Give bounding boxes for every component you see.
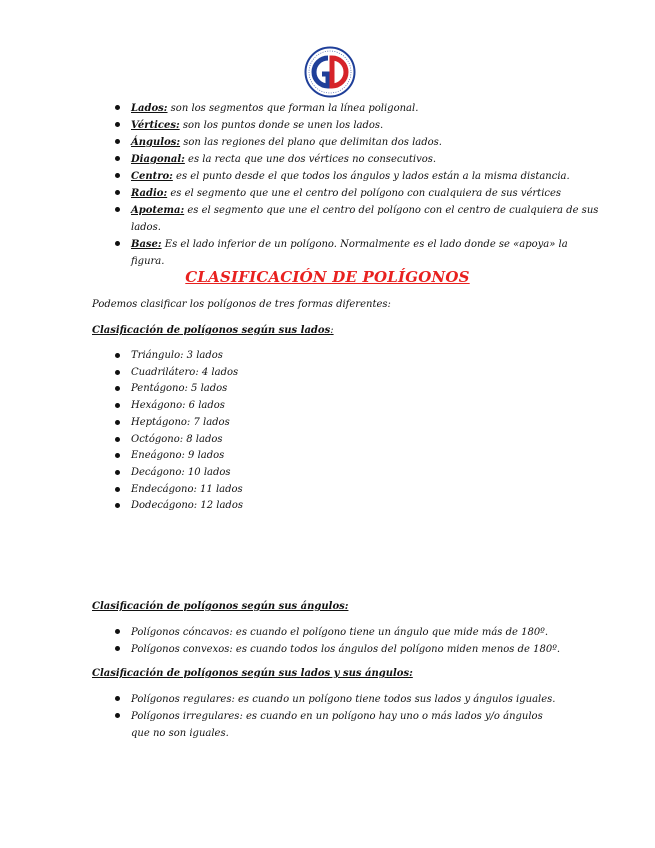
definition-text: son los puntos donde se unen los lados. [179, 120, 384, 131]
list-item: Polígonos irregulares: es cuando en un polígono hay uno o más lados y/o ángulos que no son iguales. [131, 708, 561, 742]
definition-term: Apotema: [131, 205, 185, 216]
list-item: Pentágono: 5 lados [131, 381, 243, 398]
intro-text: Podemos clasificar los polígonos de tres formas diferentes: [92, 299, 391, 310]
angles-list [131, 624, 561, 658]
definition-term: Centro: [131, 171, 173, 182]
definition-term: Radio: [131, 188, 168, 199]
list-item: Dodecágono: 12 lados [131, 498, 243, 515]
sides-list [131, 348, 243, 515]
heading-suffix: : [330, 325, 334, 336]
definition-item [131, 134, 601, 151]
heading-by-sides-and-angles: Clasificación de polígonos según sus lados y sus ángulos: [92, 668, 413, 679]
definition-item [131, 202, 601, 236]
heading-by-angles: Clasificación de polígonos según sus ángulos: [92, 601, 349, 612]
definitions-list [131, 100, 601, 270]
definition-item [131, 117, 601, 134]
list-item: Cuadrilátero: 4 lados [131, 365, 243, 382]
definition-item [131, 100, 601, 117]
heading-by-sides [92, 325, 334, 336]
gd-logo [304, 46, 356, 98]
definition-term: Lados: [131, 103, 168, 114]
definition-text: Es el lado inferior de un polígono. Normalmente es el lado donde se «apoya» la figura. [131, 239, 568, 267]
definition-text: es el segmento que une el centro del polígono con el centro de cualquiera de sus lados. [131, 205, 599, 233]
list-item: Polígonos regulares: es cuando un polígono tiene todos sus lados y ángulos iguales. [131, 691, 561, 708]
definition-text: es el segmento que une el centro del polígono con cualquiera de sus vértices [167, 188, 562, 199]
definition-term: Vértices: [131, 120, 180, 131]
heading-by-sides-text: Clasificación de polígonos según sus lados [92, 325, 331, 336]
definition-term: Base: [131, 239, 162, 250]
section-title: CLASIFICACIÓN DE POLÍGONOS [185, 268, 470, 286]
definition-item [131, 151, 601, 168]
definition-item [131, 236, 601, 270]
list-item: Octógono: 8 lados [131, 432, 243, 449]
definition-text: es el punto desde el que todos los ángulos y lados están a la misma distancia. [172, 171, 570, 182]
list-item: Eneágono: 9 lados [131, 448, 243, 465]
sides-angles-list [131, 691, 561, 742]
definition-text: son las regiones del plano que delimitan dos lados. [180, 137, 442, 148]
definition-text: es la recta que une dos vértices no consecutivos. [184, 154, 437, 165]
definition-item [131, 168, 601, 185]
list-item: Polígonos convexos: es cuando todos los ángulos del polígono miden menos de 180º. [131, 641, 561, 658]
definition-term: Diagonal: [131, 154, 185, 165]
list-item: Decágono: 10 lados [131, 465, 243, 482]
definition-text: son los segmentos que forman la línea poligonal. [167, 103, 419, 114]
definition-term: Ángulos: [131, 137, 181, 148]
list-item: Heptágono: 7 lados [131, 415, 243, 432]
list-item: Endecágono: 11 lados [131, 482, 243, 499]
list-item: Polígonos cóncavos: es cuando el polígono tiene un ángulo que mide más de 180º. [131, 624, 561, 641]
definition-item [131, 185, 601, 202]
list-item: Hexágono: 6 lados [131, 398, 243, 415]
list-item: Triángulo: 3 lados [131, 348, 243, 365]
